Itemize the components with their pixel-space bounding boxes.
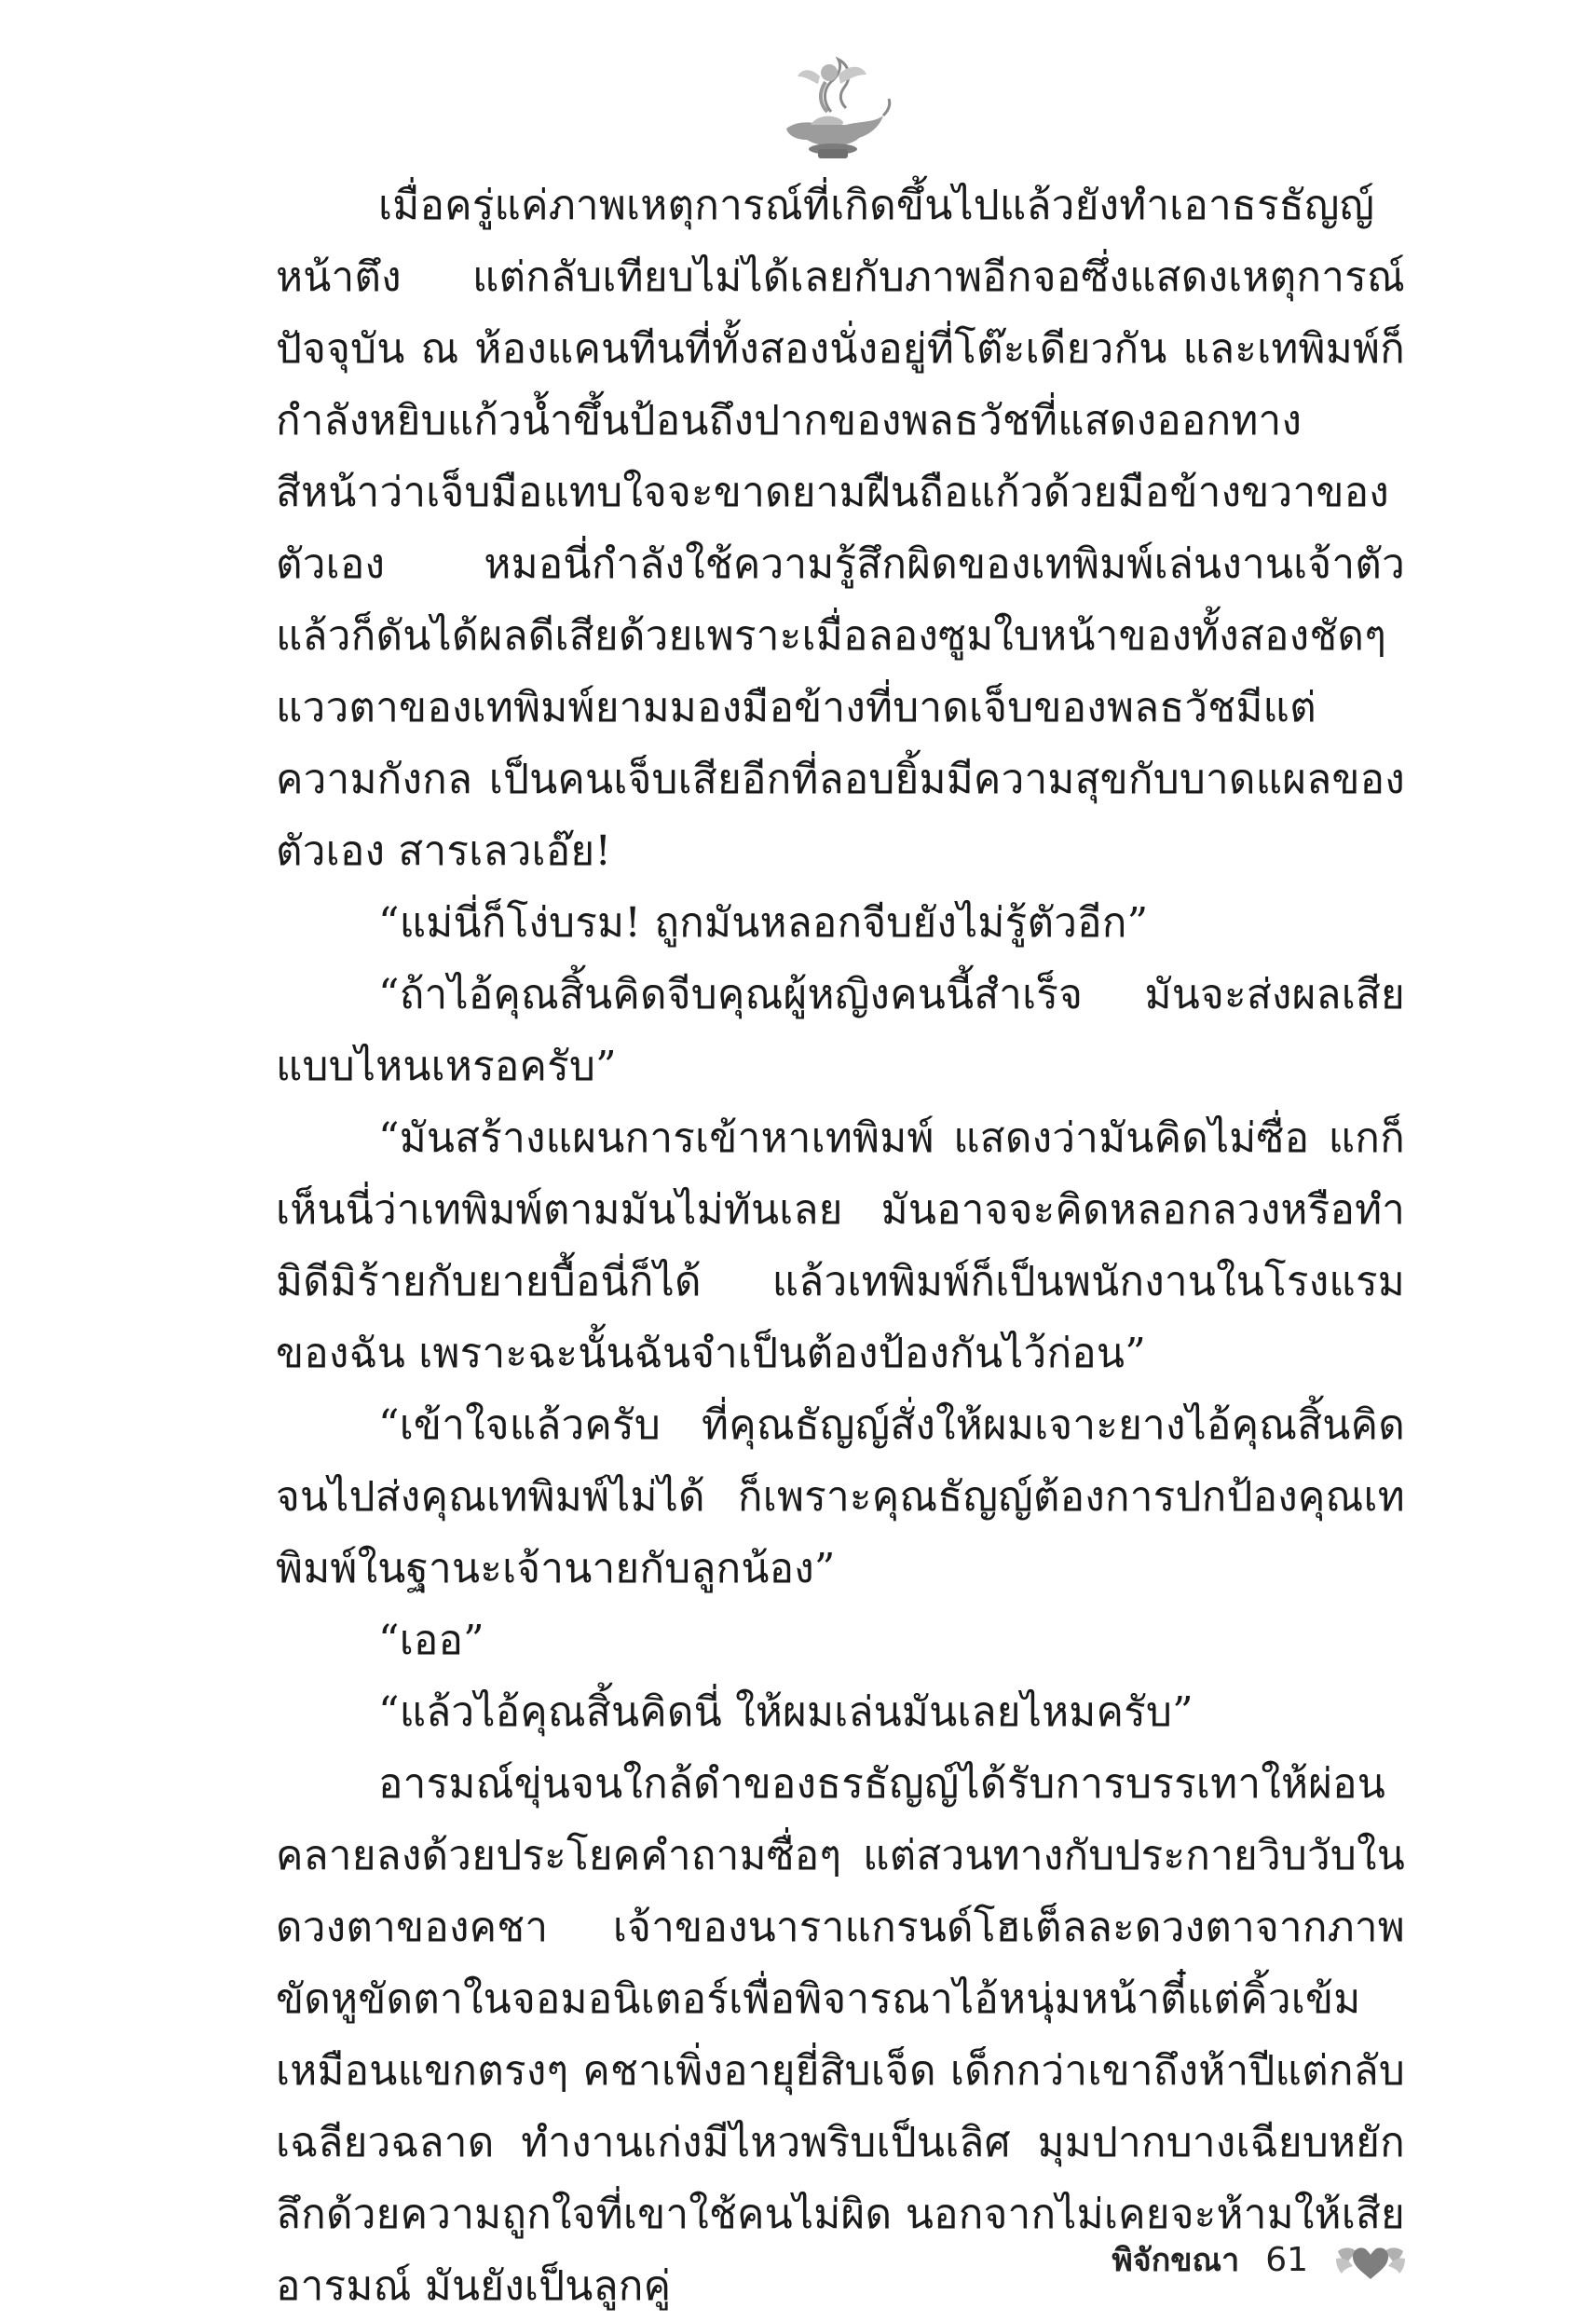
magic-lamp-with-fairy-icon <box>773 56 894 168</box>
paragraph: เมื่อครู่แค่ภาพเหตุการณ์ที่เกิดขึ้นไปแล้วยังทำเอาธรธัญญ์หน้าตึง แต่กลับเทียบไม่ได้เลยกับภาพอีกจอซึ่งแสดงเหตุการณ์ปัจจุบัน ณ ห้องแคนทีนที่ทั้งสองนั่งอยู่ที่โต๊ะเดียวกัน และเทพิมพ์ก็กำลังหยิบแก้วน้ำขึ้นป้อนถึงปากของพลธวัชที่แสดงออกทางสีหน้าว่าเจ็บมือแทบใจจะขาดยามฝืนถือแก้วด้วยมือข้างขวาของตัวเอง หมอนี่กำลังใช้ความรู้สึกผิดของเทพิมพ์เล่นงานเจ้าตัว แล้วก็ดันได้ผลดีเสียด้วยเพราะเมื่อลองซูมใบหน้าของทั้งสองชัดๆ แววตาของเทพิมพ์ยามมองมือข้างที่บาดเจ็บของพลธวัชมีแต่ความกังกล เป็นคนเจ็บเสียอีกที่ลอบยิ้มมีความสุขกับบาดแผลของตัวเอง สารเลวเอ๊ย! <box>276 182 1405 875</box>
paragraph: “แล้วไอ้คุณสิ้นคิดนี่ ให้ผมเล่นมันเลยไหมครับ” <box>378 1688 1194 1736</box>
paragraph: “เออ” <box>378 1617 484 1664</box>
paragraph: “เข้าใจแล้วครับ ที่คุณธัญญ์สั่งให้ผมเจาะยางไอ้คุณสิ้นคิดจนไปส่งคุณเทพิมพ์ไม่ได้ ก็เพราะคุณธัญญ์ต้องการปกป้องคุณเทพิมพ์ในฐานะเจ้านายกับลูกน้อง” <box>276 1401 1405 1592</box>
paragraph: “แม่นี่ก็โง่บรม! ถูกมันหลอกจีบยังไม่รู้ตัวอีก” <box>378 899 1149 947</box>
paragraph: อารมณ์ขุ่นจนใกล้ดำของธรธัญญ์ได้รับการบรรเทาให้ผ่อนคลายลงด้วยประโยคคำถามซื่อๆ แต่สวนทางกับประกายวิบวับในดวงตาของคชา เจ้าของนาราแกรนด์โฮเต็ลละดวงตาจากภาพขัดหูขัดตาในจอมอนิเตอร์เพื่อพิจารณาไอ้หนุ่มหน้าตี๋แต่คิ้วเข้มเหมือนแขกตรงๆ คชาเพิ่งอายุยี่สิบเจ็ด เด็กกว่าเขาถึงห้าปีแต่กลับเฉลียวฉลาด ทำงานเก่งมีไหวพริบเป็นเลิศ มุมปากบางเฉียบหยักลึกด้วยความถูกใจที่เขาใช้คนไม่ผิด นอกจากไม่เคยจะห้ามให้เสียอารมณ์ มันยังเป็นลูกคู่ <box>276 1760 1405 2310</box>
paragraph: “มันสร้างแผนการเข้าหาเทพิมพ์ แสดงว่ามันคิดไม่ซื่อ แกก็เห็นนี่ว่าเทพิมพ์ตามมันไม่ทันเลย มันอาจจะคิดหลอกลวงหรือทำมิดีมิร้ายกับยายบื้อนี่ก็ได้ แล้วเทพิมพ์ก็เป็นพนักงานในโรงแรมของฉัน เพราะฉะนั้นฉันจำเป็นต้องป้องกันไว้ก่อน” <box>276 1114 1405 1377</box>
page-number: 61 <box>1265 2240 1308 2279</box>
page-footer <box>1071 2232 1407 2288</box>
book-title: พิจักขณา <box>1112 2242 1240 2279</box>
body-text <box>276 170 1405 2322</box>
paragraph: “ถ้าไอ้คุณสิ้นคิดจีบคุณผู้หญิงคนนี้สำเร็จ มันจะส่งผลเสียแบบไหนเหรอครับ” <box>276 971 1405 1090</box>
winged-heart-icon <box>1334 2236 1407 2283</box>
